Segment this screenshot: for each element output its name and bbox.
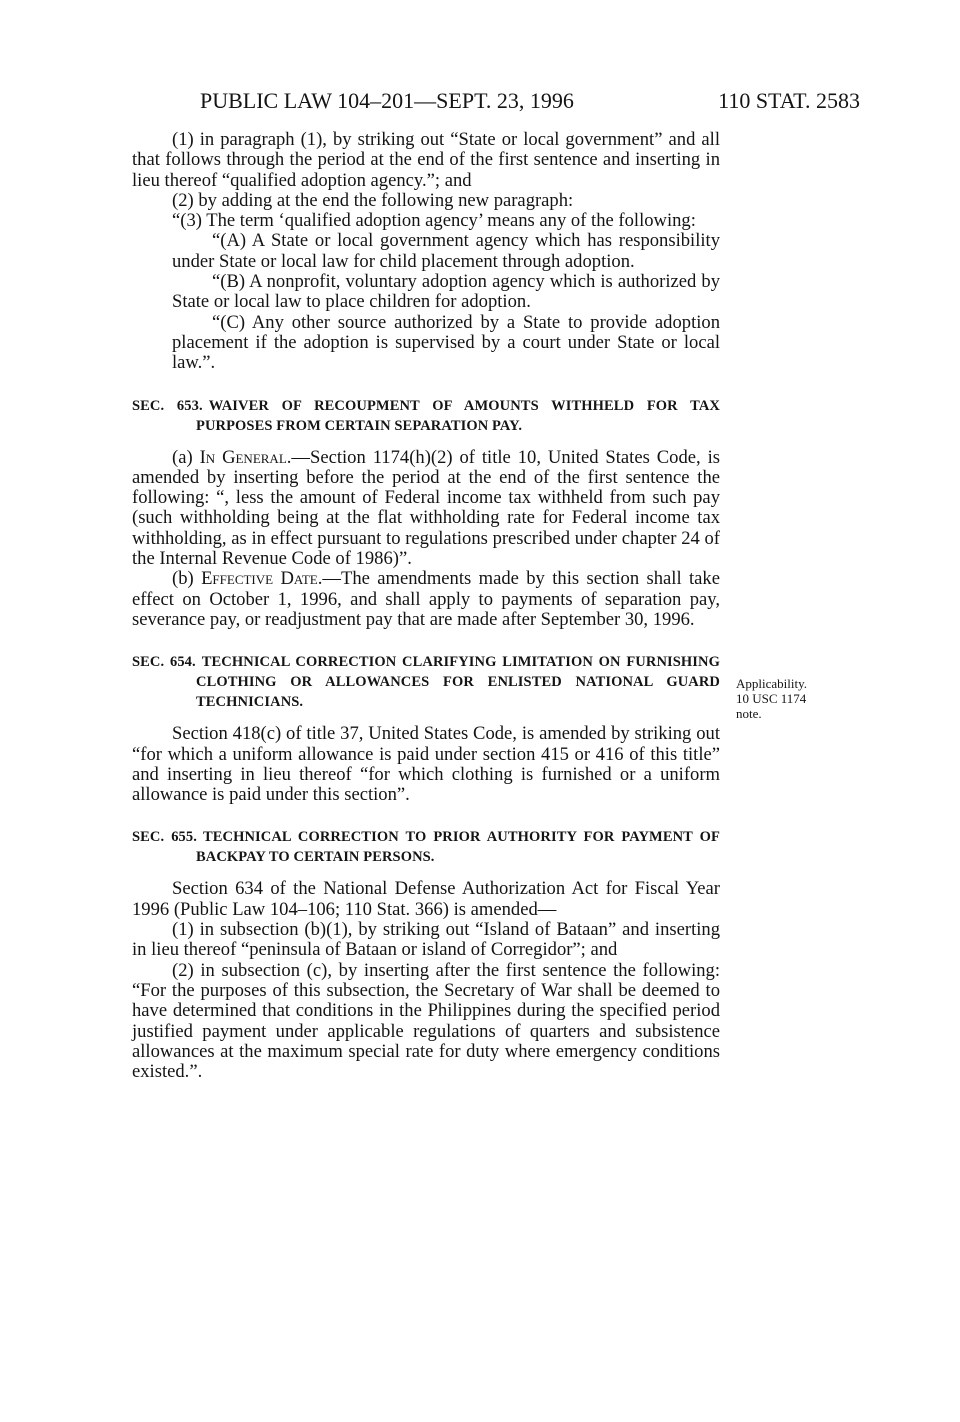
subparagraph-b: “(B) A nonprofit, voluntary adoption agency which is authorized by State or local law to place children for adoption. — [172, 271, 720, 313]
subsection-a-caption: In General — [199, 446, 287, 468]
statute-page-number: 110 STAT. 2583 — [718, 88, 860, 113]
paragraph-2: (2) by adding at the end the following new paragraph: — [172, 189, 574, 211]
paragraph-1: (1) in paragraph (1), by striking out “State or local government” and all that follows through the period at the end of the first sentence and inserting in lieu thereof “qualified adoption agency.”; and — [132, 129, 720, 191]
page-header — [200, 86, 860, 116]
margin-note-citation: 10 USC 1174 — [736, 691, 807, 706]
section-653-subsection-b — [132, 569, 720, 630]
margin-note-applicability: Applicability. — [736, 676, 808, 691]
subsection-b-label: (b) — [172, 568, 202, 590]
section-654-number: SEC. 654. — [132, 654, 196, 671]
section-655-paragraph-2: (2) in subsection (c), by inserting after the first sentence the following: “For the purposes of this subsection, the Secretary of War shall be deemed to have determined that conditions in the Philippines during the specified period justified payment under applicable regulations of quarters and subsistence allowances at the maximum special rate for duty where emergency conditions existed.”. — [132, 959, 720, 1083]
section-653-title: WAIVER OF RECOUPMENT OF AMOUNTS WITHHELD FOR TAX PURPOSES FROM CERTAIN SEPARATION PAY. — [196, 397, 721, 434]
page-body — [132, 130, 720, 1082]
section-654-text: Section 418(c) of title 37, United States Code, is amended by striking out “for which a uniform allowance is paid under section 415 or 416 of this title” and inserting in lieu thereof “for which clothing is furnished or a uniform allowance is paid under this section”. — [132, 723, 720, 806]
subparagraph-a: “(A) A State or local government agency which has responsibility under State or local law for child placement through adoption. — [172, 230, 720, 272]
section-655-title: TECHNICAL CORRECTION TO PRIOR AUTHORITY FOR PAYMENT OF BACKPAY TO CERTAIN PERSONS. — [196, 829, 721, 866]
paragraph-3: “(3) The term ‘qualified adoption agency’ means any of the following: — [172, 210, 696, 232]
running-head: PUBLIC LAW 104–201—SEPT. 23, 1996 — [200, 88, 574, 113]
section-655-number: SEC. 655. — [132, 829, 197, 846]
subsection-a-text: .—Section 1174(h)(2) of title 10, United States Code, is amended by inserting before the period at the end of the first sentence the following: “, less the amount of Federal income tax withheld from such pay (such withholding being at the flat withholding rate for Federal income tax withholding, as in effect pursuant to regulations prescribed under chapter 24 of the Internal Revenue Code of 1986)”. — [132, 446, 720, 570]
section-653-number: SEC. 653. — [132, 397, 203, 414]
subsection-a-label: (a) — [172, 446, 200, 468]
subparagraph-c: “(C) Any other source authorized by a State to provide adoption placement if the adoption is supervised by a court under State or local law.”. — [172, 311, 720, 374]
margin-note — [736, 676, 846, 721]
section-653-heading — [132, 396, 720, 436]
section-655-paragraph-1: (1) in subsection (b)(1), by striking out “Island of Bataan” and inserting in lieu thereof “peninsula of Bataan or island of Corregidor”; and — [132, 919, 720, 961]
section-653-subsection-a — [132, 448, 720, 570]
section-654-heading — [132, 652, 720, 712]
section-654-title: TECHNICAL CORRECTION CLARIFYING LIMITATION ON FURNISHING CLOTHING OR ALLOWANCES FOR ENLISTED NATIONAL GUARD TECHNICIANS. — [196, 654, 720, 711]
subsection-b-text: .—The amendments made by this section shall take effect on October 1, 1996, and shall apply to payments of separation pay, severance pay, or readjustment pay that are made after September 30, 1996. — [132, 568, 720, 630]
subsection-b-caption: Effective Date — [201, 568, 318, 590]
margin-note-note: note. — [736, 706, 762, 721]
section-655-heading — [132, 827, 720, 867]
section-655-text: Section 634 of the National Defense Authorization Act for Fiscal Year 1996 (Public Law 104–106; 110 Stat. 366) is amended— — [132, 878, 720, 920]
